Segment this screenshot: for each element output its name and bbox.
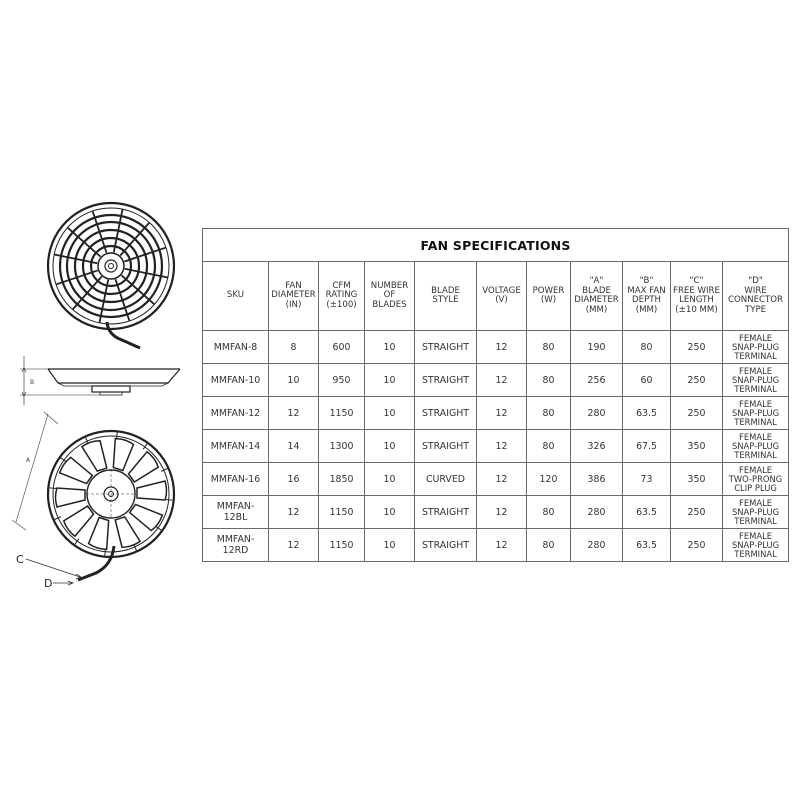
cell-power: 80 <box>527 496 571 529</box>
header-voltage: VOLTAGE (V) <box>477 262 527 331</box>
cell-fan-diameter: 8 <box>269 331 319 364</box>
cell-wire-connector-type-d: FEMALE TWO-PRONG CLIP PLUG <box>723 463 789 496</box>
fan-side-profile-drawing <box>20 356 180 405</box>
cell-voltage: 12 <box>477 331 527 364</box>
cell-cfm-rating: 1150 <box>319 397 365 430</box>
cell-power: 80 <box>527 430 571 463</box>
fan-blade <box>58 457 93 490</box>
cell-voltage: 12 <box>477 430 527 463</box>
cell-power: 80 <box>527 331 571 364</box>
cell-sku: MMFAN-12 <box>203 397 269 430</box>
header-power: POWER (W) <box>527 262 571 331</box>
cell-number-of-blades: 10 <box>365 496 415 529</box>
cell-free-wire-length-c: 250 <box>671 364 723 397</box>
grille-ring <box>67 222 155 310</box>
cell-number-of-blades: 10 <box>365 331 415 364</box>
cell-sku: MMFAN-16 <box>203 463 269 496</box>
cell-blade-diameter-a: 190 <box>571 331 623 364</box>
cell-voltage: 12 <box>477 463 527 496</box>
cell-cfm-rating: 950 <box>319 364 365 397</box>
table-row <box>203 430 789 463</box>
header-max-fan-depth-b: "B" MAX FAN DEPTH (MM) <box>623 262 671 331</box>
rim-tick <box>166 499 173 500</box>
cell-blade-style: STRAIGHT <box>415 496 477 529</box>
cell-blade-style: STRAIGHT <box>415 430 477 463</box>
cell-max-fan-depth-b: 73 <box>623 463 671 496</box>
dimension-a-label: A <box>26 457 31 464</box>
cell-wire-connector-type-d: FEMALE SNAP-PLUG TERMINAL <box>723 364 789 397</box>
table-row <box>203 331 789 364</box>
header-blade-diameter-a: "A" BLADE DIAMETER (MM) <box>571 262 623 331</box>
cell-fan-diameter: 12 <box>269 397 319 430</box>
fan-wire-drawing <box>107 322 140 348</box>
header-wire-connector-type-d: "D" WIRE CONNECTOR TYPE <box>723 262 789 331</box>
cell-power: 80 <box>527 529 571 562</box>
header-sku: SKU <box>203 262 269 331</box>
header-number-of-blades: NUMBER OF BLADES <box>365 262 415 331</box>
cell-max-fan-depth-b: 80 <box>623 331 671 364</box>
cell-blade-style: STRAIGHT <box>415 331 477 364</box>
header-cfm-rating: CFM RATING (±100) <box>319 262 365 331</box>
rim-tick <box>49 488 56 489</box>
cell-number-of-blades: 10 <box>365 529 415 562</box>
cell-blade-style: STRAIGHT <box>415 397 477 430</box>
cell-voltage: 12 <box>477 397 527 430</box>
rim-tick <box>116 432 117 439</box>
fan-blade <box>88 517 115 551</box>
cell-number-of-blades: 10 <box>365 397 415 430</box>
cell-blade-style: STRAIGHT <box>415 364 477 397</box>
fan-blade <box>81 439 108 473</box>
cell-blade-diameter-a: 386 <box>571 463 623 496</box>
table-title: FAN SPECIFICATIONS <box>203 229 789 262</box>
fan-specifications-table-wrapper <box>202 228 788 562</box>
fan-blade-drawing <box>48 431 174 557</box>
cell-blade-style: CURVED <box>415 463 477 496</box>
cell-cfm-rating: 1850 <box>319 463 365 496</box>
cell-fan-diameter: 12 <box>269 529 319 562</box>
table-row <box>203 397 789 430</box>
cell-sku: MMFAN-12RD <box>203 529 269 562</box>
table-row <box>203 496 789 529</box>
cell-free-wire-length-c: 250 <box>671 397 723 430</box>
cell-blade-diameter-a: 326 <box>571 430 623 463</box>
cell-fan-diameter: 12 <box>269 496 319 529</box>
cell-number-of-blades: 10 <box>365 430 415 463</box>
cell-free-wire-length-c: 350 <box>671 463 723 496</box>
header-free-wire-length-c: "C" FREE WIRE LENGTH (±10 MM) <box>671 262 723 331</box>
cell-cfm-rating: 1150 <box>319 496 365 529</box>
cell-cfm-rating: 1150 <box>319 529 365 562</box>
dimension-d-label: D <box>44 577 53 590</box>
cell-power: 120 <box>527 463 571 496</box>
cell-blade-diameter-a: 280 <box>571 529 623 562</box>
cell-fan-diameter: 16 <box>269 463 319 496</box>
cell-wire-connector-type-d: FEMALE SNAP-PLUG TERMINAL <box>723 430 789 463</box>
cell-wire-connector-type-d: FEMALE SNAP-PLUG TERMINAL <box>723 331 789 364</box>
cell-voltage: 12 <box>477 364 527 397</box>
cell-fan-diameter: 10 <box>269 364 319 397</box>
table-row <box>203 529 789 562</box>
cell-fan-diameter: 14 <box>269 430 319 463</box>
cell-free-wire-length-c: 250 <box>671 331 723 364</box>
cell-sku: MMFAN-10 <box>203 364 269 397</box>
cell-max-fan-depth-b: 63.5 <box>623 397 671 430</box>
cell-blade-diameter-a: 280 <box>571 397 623 430</box>
cell-number-of-blades: 10 <box>365 364 415 397</box>
dimension-c-d-leaders <box>26 559 81 585</box>
cell-blade-diameter-a: 280 <box>571 496 623 529</box>
cell-max-fan-depth-b: 63.5 <box>623 496 671 529</box>
cell-blade-diameter-a: 256 <box>571 364 623 397</box>
fan-blade <box>56 488 86 507</box>
cell-max-fan-depth-b: 63.5 <box>623 529 671 562</box>
cell-sku: MMFAN-8 <box>203 331 269 364</box>
cell-wire-connector-type-d: FEMALE SNAP-PLUG TERMINAL <box>723 529 789 562</box>
fan-front-grille-drawing <box>48 203 174 329</box>
fan-blade <box>137 481 167 500</box>
header-fan-diameter: FAN DIAMETER (IN) <box>269 262 319 331</box>
table-row <box>203 463 789 496</box>
cell-cfm-rating: 600 <box>319 331 365 364</box>
fan-blade <box>129 499 164 532</box>
fan-blade <box>113 515 140 549</box>
fan-specifications-table <box>202 228 789 562</box>
cell-power: 80 <box>527 364 571 397</box>
fan-blade <box>107 437 134 471</box>
dimension-b-label: B <box>30 379 35 386</box>
table-header-row <box>203 262 789 331</box>
header-blade-style: BLADE STYLE <box>415 262 477 331</box>
cell-max-fan-depth-b: 60 <box>623 364 671 397</box>
cell-blade-style: STRAIGHT <box>415 529 477 562</box>
cell-wire-connector-type-d: FEMALE SNAP-PLUG TERMINAL <box>723 496 789 529</box>
cell-free-wire-length-c: 250 <box>671 529 723 562</box>
cell-voltage: 12 <box>477 496 527 529</box>
cell-cfm-rating: 1300 <box>319 430 365 463</box>
grille-ring <box>91 246 131 286</box>
cell-sku: MMFAN-12BL <box>203 496 269 529</box>
cell-free-wire-length-c: 350 <box>671 430 723 463</box>
cell-max-fan-depth-b: 67.5 <box>623 430 671 463</box>
cell-voltage: 12 <box>477 529 527 562</box>
rim-tick <box>105 549 106 556</box>
cell-free-wire-length-c: 250 <box>671 496 723 529</box>
grille-ring <box>75 230 147 302</box>
cell-wire-connector-type-d: FEMALE SNAP-PLUG TERMINAL <box>723 397 789 430</box>
fan-drawings <box>0 0 200 800</box>
cell-number-of-blades: 10 <box>365 463 415 496</box>
cell-sku: MMFAN-14 <box>203 430 269 463</box>
dimension-c-label: C <box>16 553 24 566</box>
cell-power: 80 <box>527 397 571 430</box>
table-row <box>203 364 789 397</box>
